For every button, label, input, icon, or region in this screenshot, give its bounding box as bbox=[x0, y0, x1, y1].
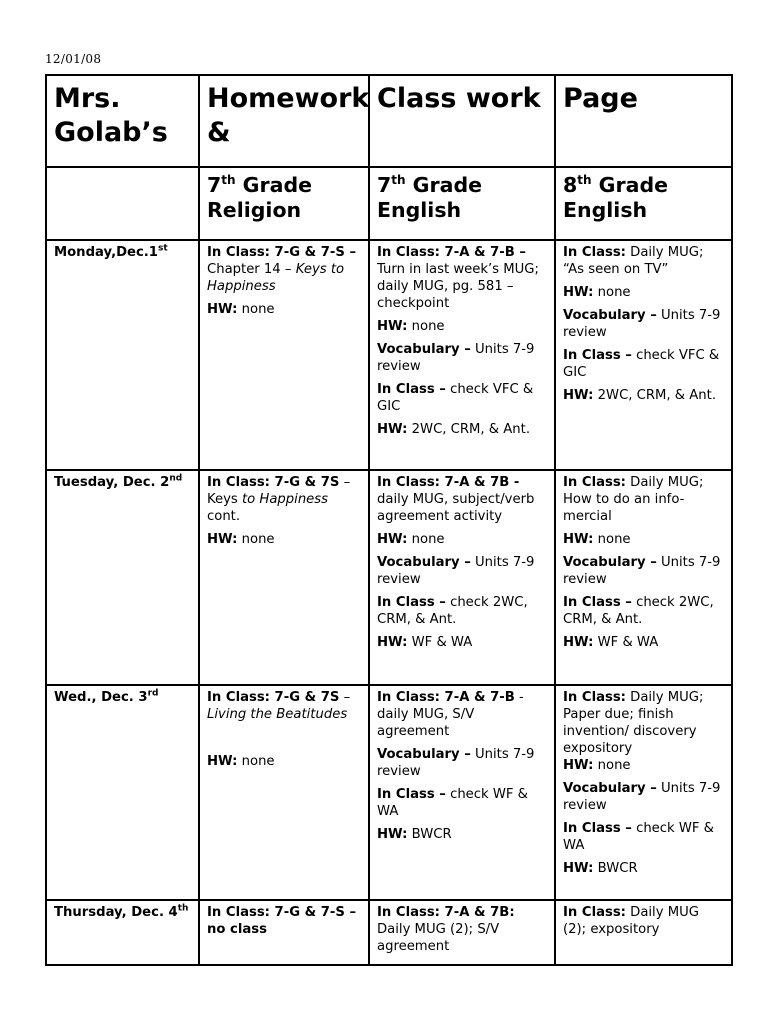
wednesday-english8: In Class: Daily MUG; Paper due; finish invention/ discovery expository HW: none Vocabulary – Units 7-9 review In Class – check WF & WA HW: BWCR bbox=[555, 685, 732, 900]
monday-religion: In Class: 7-G & 7-S – Chapter 14 – Keys to Happiness HW: none bbox=[199, 240, 369, 470]
monday-english8: In Class: Daily MUG; “As seen on TV” HW: none Vocabulary – Units 7-9 review In Class – check VFC & GIC HW: 2WC, CRM, & Ant. bbox=[555, 240, 732, 470]
day-thursday: Thursday, Dec. 4th bbox=[46, 900, 199, 965]
row-monday bbox=[46, 240, 732, 470]
day-monday: Monday,Dec.1st bbox=[46, 240, 199, 470]
wednesday-religion: In Class: 7-G & 7S – Living the Beatitudes HW: none bbox=[199, 685, 369, 900]
row-tuesday bbox=[46, 470, 732, 685]
tuesday-english8: In Class: Daily MUG; How to do an info-mercial HW: none Vocabulary – Units 7-9 review In Class – check 2WC, CRM, & Ant. HW: WF & WA bbox=[555, 470, 732, 685]
thursday-religion: In Class: 7-G & 7-S – no class bbox=[199, 900, 369, 965]
title-row bbox=[46, 75, 732, 167]
tuesday-religion: In Class: 7-G & 7S – Keys to Happiness cont. HW: none bbox=[199, 470, 369, 685]
tuesday-english7: In Class: 7-A & 7B - daily MUG, subject/verb agreement activity HW: none Vocabulary – Units 7-9 review In Class – check 2WC, CRM, & Ant. HW: WF & WA bbox=[369, 470, 555, 685]
grade-7-religion: 7th Grade Religion bbox=[199, 167, 369, 240]
monday-english7: In Class: 7-A & 7-B – Turn in last week’s MUG; daily MUG, pg. 581 – checkpoint HW: none Vocabulary – Units 7-9 review In Class – check VFC & GIC HW: 2WC, CRM, & Ant. bbox=[369, 240, 555, 470]
row-thursday bbox=[46, 900, 732, 965]
document-date: 12/01/08 bbox=[45, 52, 102, 66]
grade-empty-cell bbox=[46, 167, 199, 240]
day-wednesday: Wed., Dec. 3rd bbox=[46, 685, 199, 900]
title-homework: Homework & bbox=[199, 75, 369, 167]
day-tuesday: Tuesday, Dec. 2nd bbox=[46, 470, 199, 685]
thursday-english7: In Class: 7-A & 7B: Daily MUG (2); S/V agreement bbox=[369, 900, 555, 965]
grade-7-english: 7th Grade English bbox=[369, 167, 555, 240]
title-page: Page bbox=[555, 75, 732, 167]
title-classwork: Class work bbox=[369, 75, 555, 167]
homework-schedule-table bbox=[45, 74, 733, 966]
row-wednesday bbox=[46, 685, 732, 900]
grade-row bbox=[46, 167, 732, 240]
grade-8-english: 8th Grade English bbox=[555, 167, 732, 240]
wednesday-english7: In Class: 7-A & 7-B - daily MUG, S/V agreement Vocabulary – Units 7-9 review In Class – check WF & WA HW: BWCR bbox=[369, 685, 555, 900]
thursday-english8: In Class: Daily MUG (2); expository bbox=[555, 900, 732, 965]
title-teacher: Mrs. Golab’s bbox=[46, 75, 199, 167]
